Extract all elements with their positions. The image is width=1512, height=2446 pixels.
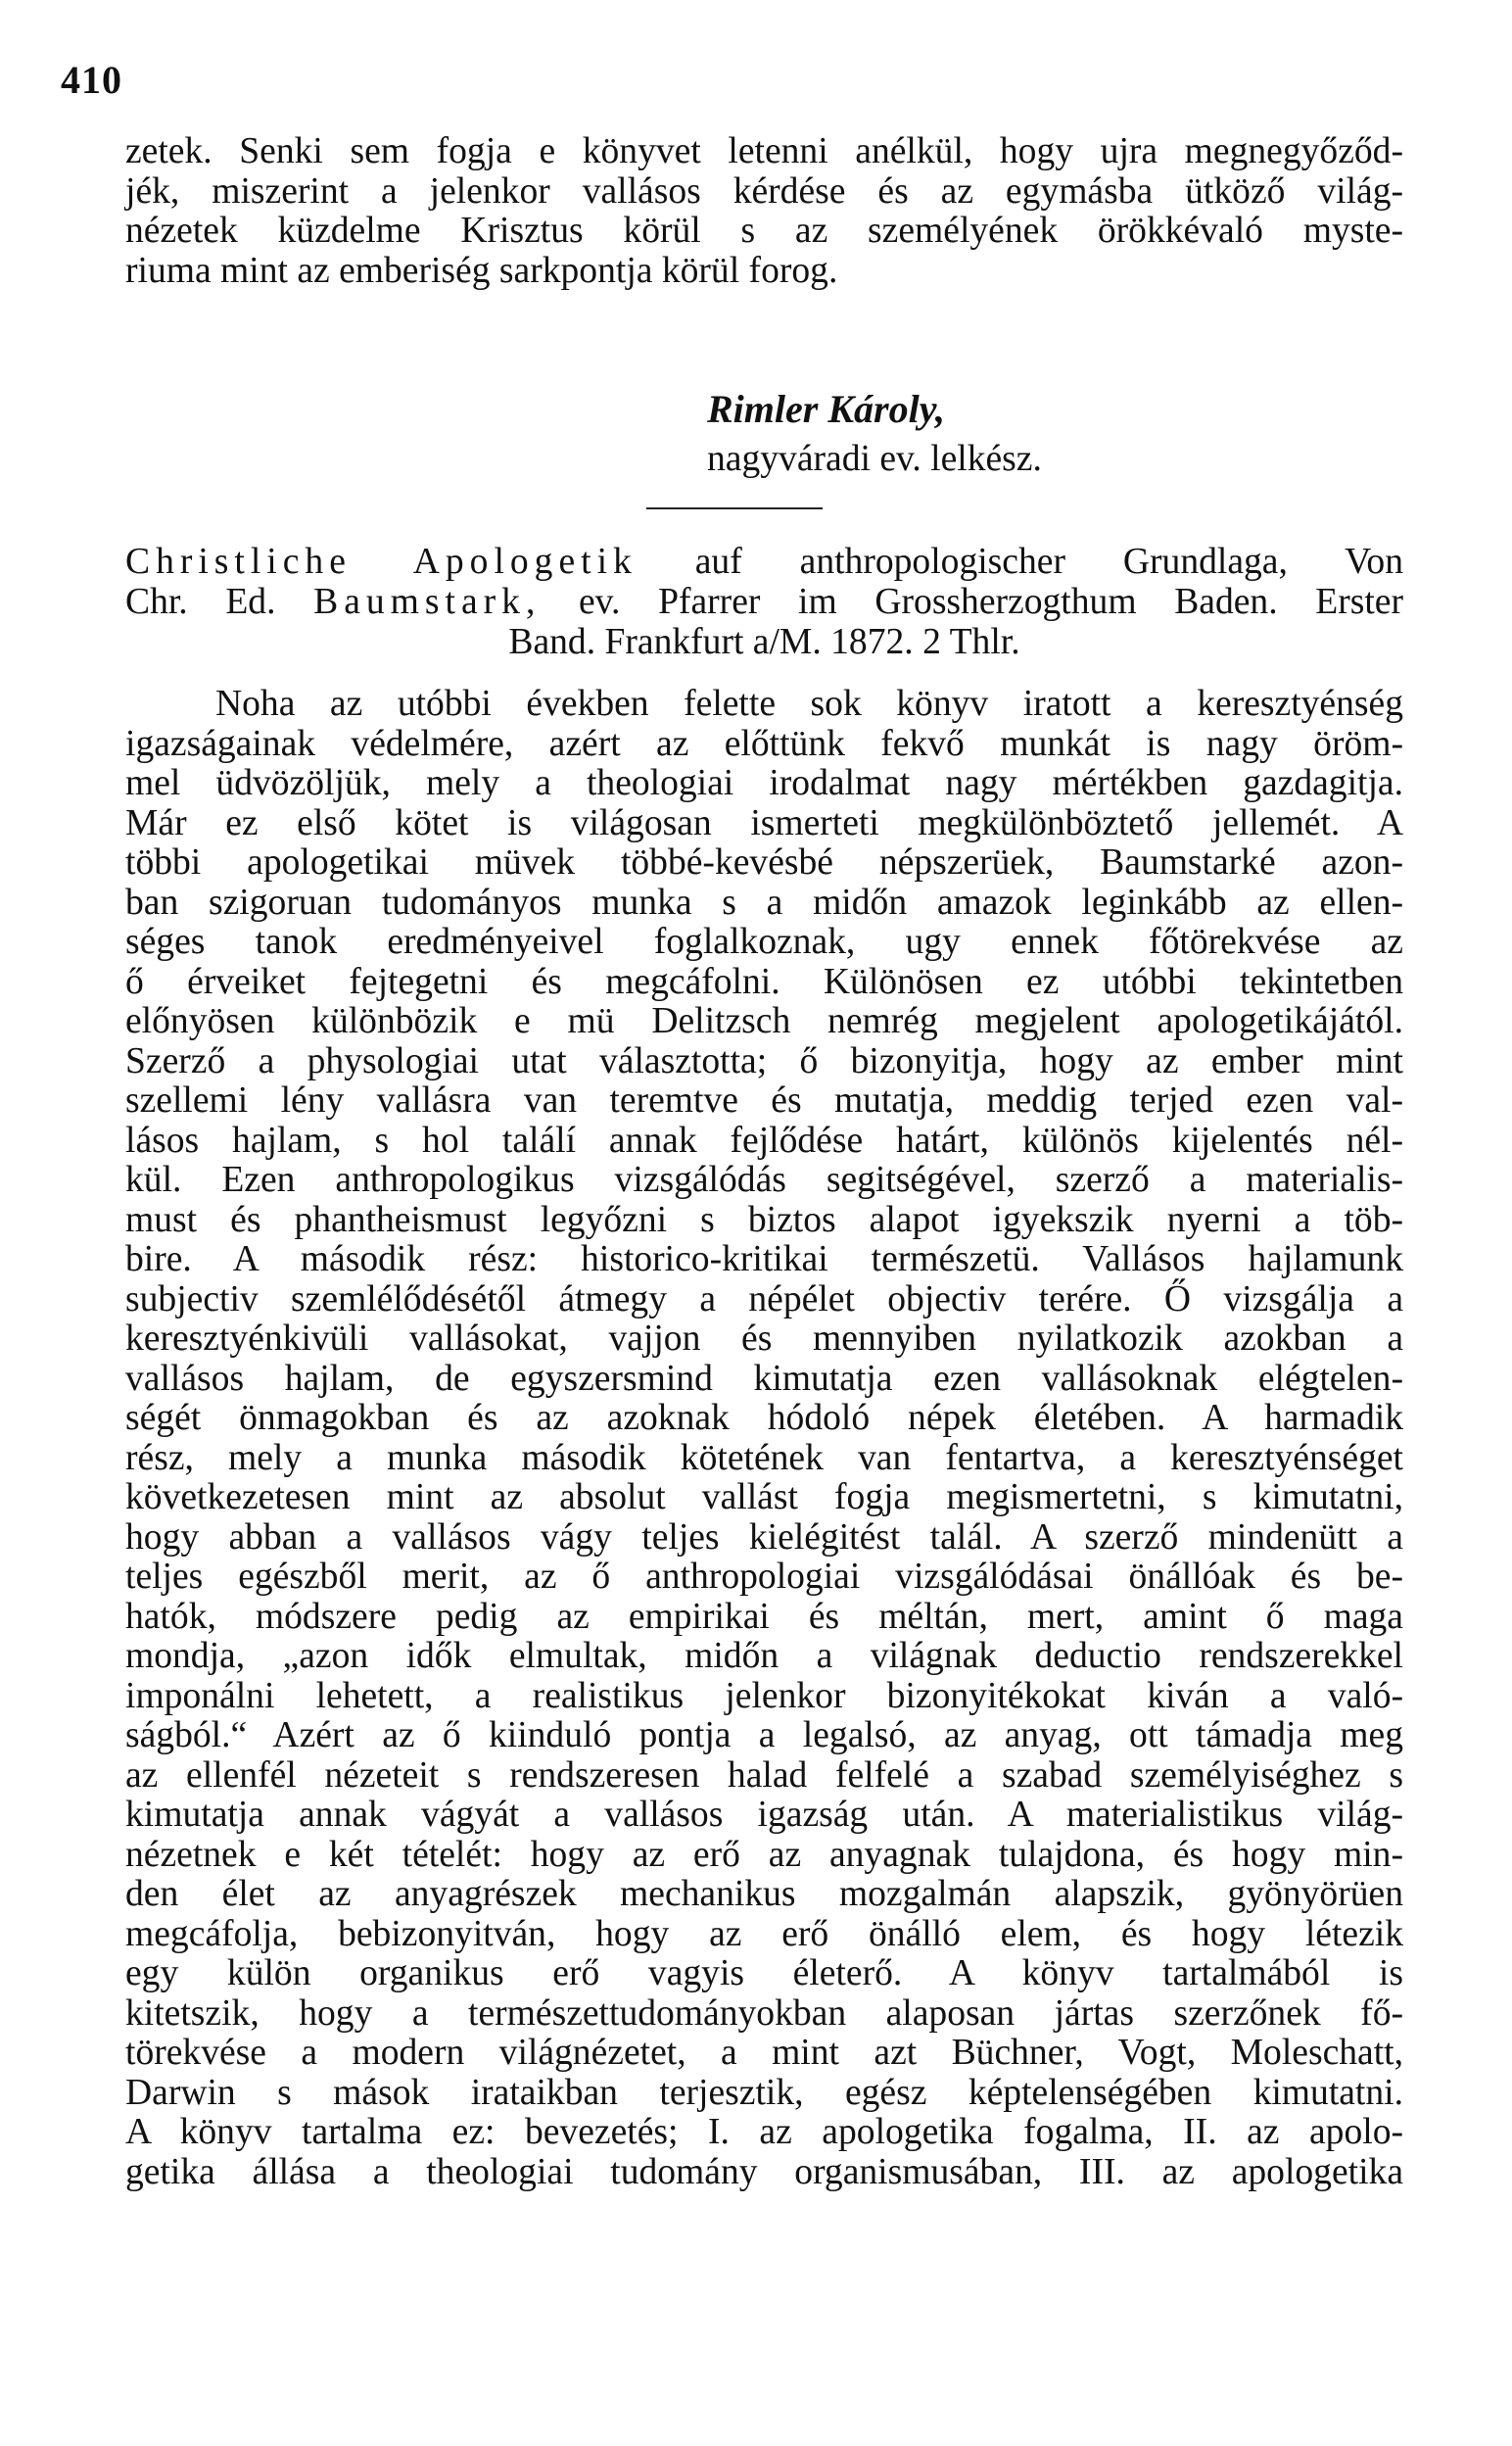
page-number: 410 bbox=[61, 58, 122, 102]
text-line: keresztyénkivüli vallásokat, vajjon és mennyiben nyilatkozik azokban a bbox=[125, 1319, 1403, 1359]
text-line: den élet az anyagrészek mechanikus mozgalmán alapszik, gyönyörüen bbox=[125, 1874, 1403, 1914]
text-line: szellemi lény vallásra van teremtve és mutatja, meddig terjed ezen val- bbox=[125, 1080, 1403, 1121]
text-line: kimutatja annak vágyát a vallásos igazság után. A materialistikus világ- bbox=[125, 1795, 1403, 1835]
text-line: kül. Ezen anthropologikus vizsgálódás segitségével, szerző a materialis- bbox=[125, 1160, 1403, 1200]
text-line: lásos hajlam, s hol találí annak fejlődése határt, különös kijelentés nél- bbox=[125, 1120, 1403, 1161]
text-line: ságból.“ Azért az ő kiinduló pontja a legalsó, az anyag, ott támadja meg bbox=[125, 1715, 1403, 1755]
text-line: bire. A második rész: historico-kritikai természetü. Vallásos hajlamunk bbox=[125, 1239, 1403, 1279]
text-line: az ellenfél nézeteit s rendszeresen halad felfelé a szabad személyiséghez s bbox=[125, 1754, 1403, 1796]
text-line: hatók, módszere pedig az empirikai és méltán, mert, amint ő maga bbox=[125, 1596, 1403, 1637]
text-line: Noha az utóbbi években felette sok könyv iratott a keresztyénség bbox=[215, 684, 1403, 724]
text-line: Darwin s mások irataikban terjesztik, egész képtelenségében kimutatni. bbox=[125, 2072, 1403, 2113]
text-line: nézetek küzdelme Krisztus körül s az személyének örökkévaló myste- bbox=[125, 211, 1403, 251]
text-line: A könyv tartalma ez: bevezetés; I. az apologetika fogalma, II. az apolo- bbox=[125, 2112, 1403, 2152]
book-ref-line-1 bbox=[125, 542, 1403, 582]
section-divider bbox=[646, 507, 823, 509]
signature-name: Rimler Károly, bbox=[707, 387, 945, 431]
signature-role: nagyváradi ev. lelkész. bbox=[707, 439, 1042, 479]
text-line: teljes egészből merit, az ő anthropologiai vizsgálódásai önállóak és be- bbox=[125, 1557, 1403, 1597]
book-author-initials: Chr. Ed. bbox=[125, 582, 314, 623]
text-line: riuma mint az emberiség sarkpontja körül forog. bbox=[125, 250, 838, 291]
text-line: rész, mely a munka második kötetének van fentartva, a keresztyénséget bbox=[125, 1437, 1403, 1478]
text-line: Szerző a physologiai utat választotta; ő bizonyitja, hogy az ember mint bbox=[125, 1040, 1403, 1081]
book-title: Christliche Apologetik bbox=[125, 542, 638, 582]
text-line: előnyösen különbözik e mü Delitzsch nemrég megjelent apologetikájától. bbox=[125, 1001, 1403, 1041]
text-line: törekvése a modern világnézetet, a mint azt Büchner, Vogt, Moleschatt, bbox=[125, 2033, 1403, 2073]
text-line: vallásos hajlam, de egyszersmind kimutatja ezen vallásoknak elégtelen- bbox=[125, 1358, 1403, 1399]
text-line: ő érveiket fejtegetni és megcáfolni. Különösen ez utóbbi tekintetben bbox=[125, 961, 1403, 1002]
text-line: hogy abban a vallásos vágy teljes kielégitést talál. A szerző mindenütt a bbox=[125, 1516, 1403, 1558]
text-line: séges tanok eredményeivel foglalkoznak, ugy ennek főtörekvése az bbox=[125, 922, 1403, 962]
text-line: ban szigoruan tudományos munka s a midőn amazok leginkább az ellen- bbox=[125, 882, 1403, 923]
text-line: következetesen mint az absolut vallást fogja megismertetni, s kimutatni, bbox=[125, 1477, 1403, 1517]
text-line: must és phantheismust legyőzni s biztos alapot igyekszik nyerni a töb- bbox=[125, 1199, 1403, 1240]
text-line: imponálni lehetett, a realistikus jelenkor bizonyitékokat kiván a való- bbox=[125, 1675, 1403, 1716]
book-reference bbox=[125, 542, 1403, 663]
book-author: Baumstark, bbox=[313, 582, 542, 623]
intro-paragraph bbox=[125, 132, 1403, 291]
text-line: kitetszik, hogy a természettudományokban alaposan jártas szerzőnek fő- bbox=[125, 1992, 1403, 2034]
review-paragraph bbox=[125, 685, 1403, 2192]
text-line: mondja, „azon idők elmultak, midőn a világnak deductio rendszerekkel bbox=[125, 1636, 1403, 1676]
text-line: többi apologetikai müvek többé-kevésbé népszerüek, Baumstarké azon- bbox=[125, 842, 1403, 883]
text-line: subjectiv szemlélődésétől átmegy a népélet objectiv terére. Ő vizsgálja a bbox=[125, 1278, 1403, 1319]
book-ref-line-2 bbox=[125, 582, 1403, 622]
book-subtitle: auf anthropologischer Grundlaga, Von bbox=[637, 542, 1403, 582]
text-line: megcáfolja, bebizonyitván, hogy az erő önálló elem, és hogy létezik bbox=[125, 1913, 1403, 1954]
text-line: getika állása a theologiai tudomány organismusában, III. az apologetika bbox=[125, 2151, 1403, 2192]
book-author-role: ev. Pfarrer im Grossherzogthum Baden. Erster bbox=[541, 582, 1403, 623]
text-line: nézetnek e két tételét: hogy az erő az anyagnak tulajdona, és hogy min- bbox=[125, 1834, 1403, 1875]
text-line: jék, miszerint a jelenkor vallásos kérdése és az egymásba ütköző világ- bbox=[125, 170, 1403, 212]
text-line: Már ez első kötet is világosan ismerteti megkülönböztető jellemét. A bbox=[125, 802, 1403, 843]
book-ref-line-3: Band. Frankfurt a/M. 1872. 2 Thlr. bbox=[508, 622, 1020, 663]
text-line: egy külön organikus erő vagyis életerő. A könyv tartalmából is bbox=[125, 1953, 1403, 1993]
text-line: igazságainak védelmére, azért az előttünk fekvő munkát is nagy öröm- bbox=[125, 723, 1403, 764]
text-line: ségét önmagokban és az azoknak hódoló népek életében. A harmadik bbox=[125, 1398, 1403, 1438]
text-line: mel üdvözöljük, mely a theologiai irodalmat nagy mértékben gazdagitja. bbox=[125, 763, 1403, 803]
text-line: zetek. Senki sem fogja e könyvet letenni anélkül, hogy ujra megnegyőződ- bbox=[125, 131, 1403, 171]
